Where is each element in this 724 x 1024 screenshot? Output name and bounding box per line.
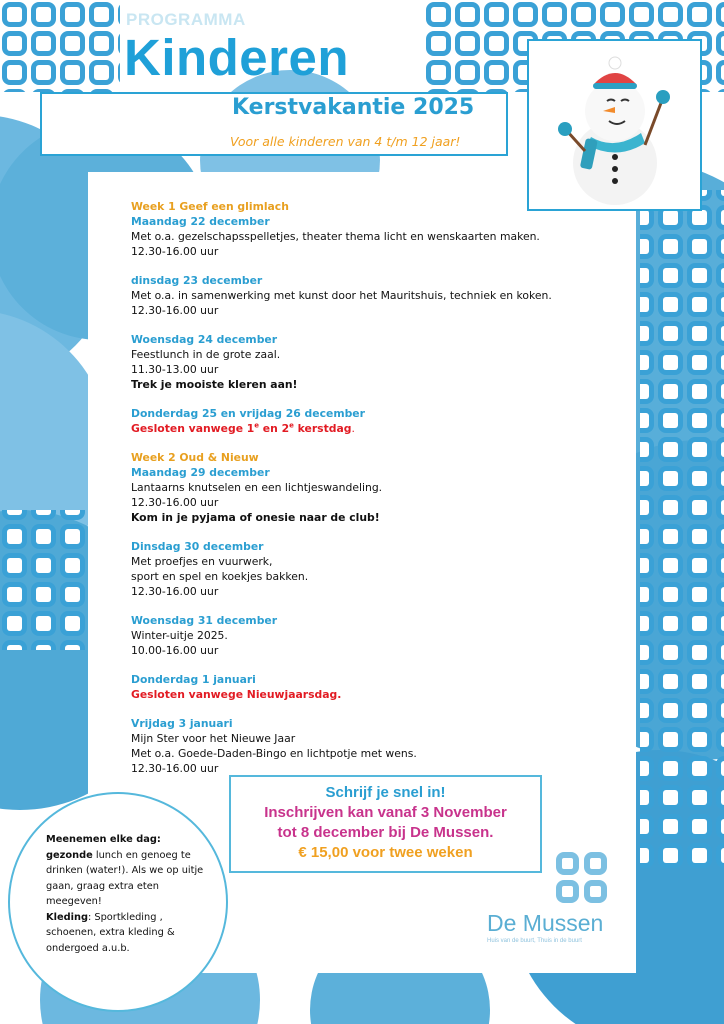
day-text: Mijn Ster voor het Nieuwe Jaar — [131, 732, 296, 745]
programma-kicker: PROGRAMMA — [126, 10, 246, 29]
day-time: 10.00-16.00 uur — [131, 644, 219, 657]
de-mussen-logo-icon — [556, 852, 608, 904]
day-text: Lantaarns knutselen en een lichtjeswandeling. — [131, 481, 383, 494]
day-heading: Maandag 29 december — [131, 466, 270, 479]
bring-lunch: gezonde lunch en genoeg te drinken (water!). Als we op uitje gaan, graag extra eten meegeven! — [46, 849, 204, 907]
signup-line-1: Schrijf je snel in! — [325, 784, 446, 801]
snowman-icon — [529, 41, 700, 209]
day-heading: dinsdag 23 december — [131, 274, 263, 287]
brand-tagline: Huis van de buurt, Thuis in de buurt — [487, 938, 582, 944]
brand-name: De Mussen — [487, 910, 604, 936]
day-text: Feestlunch in de grote zaal. — [131, 348, 281, 361]
day-time: 12.30-16.00 uur — [131, 762, 219, 775]
day-text: Met proefjes en vuurwerk, — [131, 555, 273, 568]
day-heading: Donderdag 25 en vrijdag 26 december — [131, 407, 365, 420]
week-1-heading: Week 1 Geef een glimlach — [131, 200, 289, 213]
signup-line-2: Inschrijven kan vanaf 3 November — [264, 804, 507, 821]
age-range: Voor alle kinderen van 4 t/m 12 jaar! — [230, 134, 461, 149]
week-2-heading: Week 2 Oud & Nieuw — [131, 451, 259, 464]
bring-clothing: Kleding: Sportkleding , schoenen, extra kleding & ondergoed a.u.b. — [46, 911, 175, 954]
day-heading: Vrijdag 3 januari — [131, 717, 233, 730]
day-time: 12.30-16.00 uur — [131, 585, 219, 598]
signup-price: € 15,00 voor twee weken — [298, 844, 473, 861]
day-heading: Woensdag 24 december — [131, 333, 278, 346]
day-note: Trek je mooiste kleren aan! — [131, 378, 298, 391]
day-heading: Donderdag 1 januari — [131, 673, 256, 686]
closed-notice: Gesloten vanwege 1e en 2e kerstdag. — [131, 421, 355, 435]
day-time: 12.30-16.00 uur — [131, 304, 219, 317]
subtitle: Kerstvakantie 2025 — [232, 95, 475, 120]
day-time: 11.30-13.00 uur — [131, 363, 219, 376]
bring-text — [46, 832, 206, 956]
day-text: Met o.a. Goede-Daden-Bingo en lichtpotje met wens. — [131, 747, 417, 760]
day-time: 12.30-16.00 uur — [131, 245, 219, 258]
day-heading: Maandag 22 december — [131, 215, 270, 228]
snowman-box — [527, 39, 702, 211]
page-title: Kinderen — [124, 29, 350, 86]
bring-heading: Meenemen elke dag: — [46, 834, 161, 845]
day-note: Kom in je pyjama of onesie naar de club! — [131, 511, 380, 524]
signup-line-3: tot 8 december bij De Mussen. — [277, 824, 494, 841]
day-time: 12.30-16.00 uur — [131, 496, 219, 509]
day-text: Met o.a. in samenwerking met kunst door het Mauritshuis, techniek en koken. — [131, 289, 552, 302]
day-text: Winter-uitje 2025. — [131, 629, 228, 642]
day-heading: Woensdag 31 december — [131, 614, 278, 627]
signup-box — [229, 775, 542, 873]
day-text: sport en spel en koekjes bakken. — [131, 570, 309, 583]
day-heading: Dinsdag 30 december — [131, 540, 264, 553]
day-text: Met o.a. gezelschapsspelletjes, theater thema licht en wenskaarten maken. — [131, 230, 540, 243]
closed-notice: Gesloten vanwege Nieuwjaarsdag. — [131, 688, 342, 701]
schedule — [131, 199, 571, 776]
